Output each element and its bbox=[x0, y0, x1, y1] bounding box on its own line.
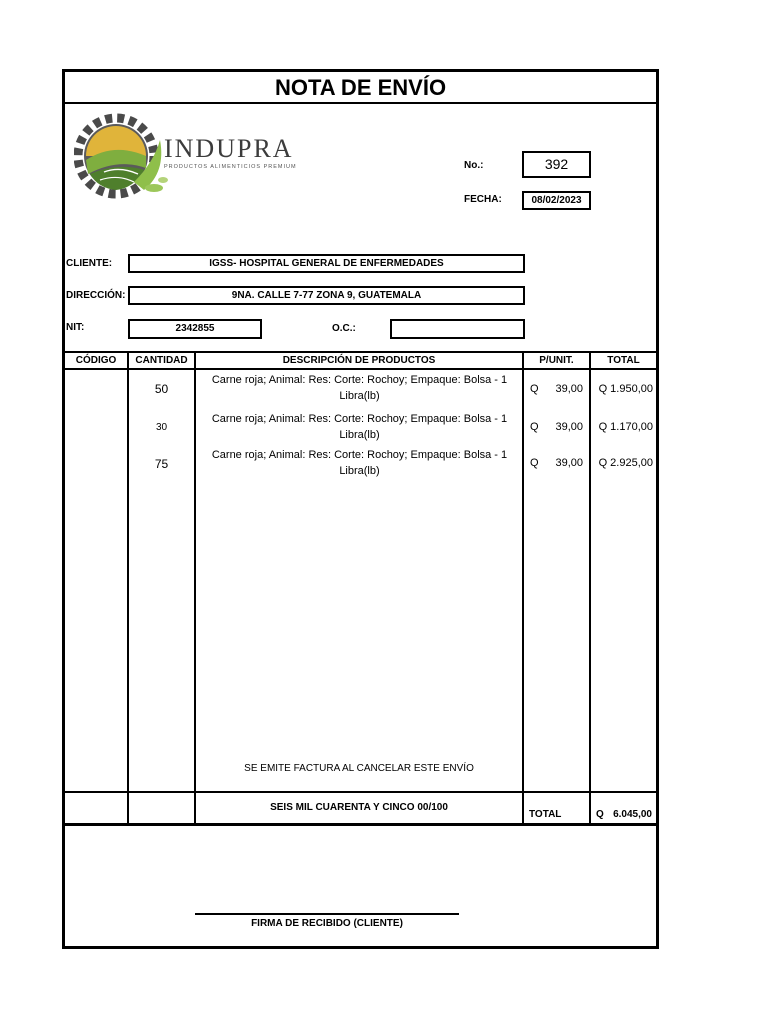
oc-label: O.C.: bbox=[332, 323, 356, 334]
description-line-2: Libra(lb) bbox=[339, 465, 380, 477]
table-row-currency: Q bbox=[530, 383, 539, 395]
frame-left bbox=[62, 69, 65, 949]
fecha-value: 08/02/2023 bbox=[531, 195, 582, 206]
description-line-1: Carne roja; Animal: Res: Corte: Rochoy; Empaque: Bolsa - 1 bbox=[211, 449, 508, 461]
table-row-punit: 39,00 bbox=[555, 421, 583, 433]
nit-box bbox=[128, 319, 262, 339]
company-logo bbox=[74, 112, 314, 202]
total-currency: Q bbox=[596, 809, 604, 820]
description-line-2: Libra(lb) bbox=[339, 390, 380, 402]
company-tagline: PRODUCTOS ALIMENTICIOS PREMIUM bbox=[164, 164, 297, 170]
no-value-box bbox=[522, 151, 591, 178]
table-row-punit: 39,00 bbox=[555, 383, 583, 395]
cliente-label: CLIENTE: bbox=[66, 258, 113, 269]
table-row-currency: Q bbox=[530, 421, 539, 433]
table-header-line bbox=[62, 368, 659, 370]
table-bottom-line bbox=[62, 823, 659, 826]
header-total: TOTAL bbox=[607, 355, 640, 366]
table-row-cantidad: 75 bbox=[154, 457, 169, 471]
header-cantidad: CANTIDAD bbox=[135, 355, 188, 366]
total-value: 6.045,00 bbox=[613, 809, 652, 820]
table-row-description bbox=[197, 447, 522, 479]
description-line-1: Carne roja; Animal: Res: Corte: Rochoy; Empaque: Bolsa - 1 bbox=[211, 413, 508, 425]
gear-leaf-logo-icon bbox=[74, 112, 174, 202]
table-row-currency: Q bbox=[530, 457, 539, 469]
direccion-value: 9NA. CALLE 7-77 ZONA 9, GUATEMALA bbox=[231, 290, 422, 301]
table-row-punit: 39,00 bbox=[555, 457, 583, 469]
direccion-label: DIRECCIÓN: bbox=[66, 290, 126, 301]
total-label: TOTAL bbox=[529, 809, 562, 820]
company-name: INDUPRA bbox=[164, 134, 294, 163]
col-divider-2 bbox=[194, 351, 196, 825]
frame-right bbox=[656, 69, 659, 949]
description-line-1: Carne roja; Animal: Res: Corte: Rochoy; Empaque: Bolsa - 1 bbox=[211, 374, 508, 386]
cliente-value: IGSS- HOSPITAL GENERAL DE ENFERMEDADES bbox=[209, 258, 444, 269]
signature-line bbox=[195, 913, 459, 915]
description-line-2: Libra(lb) bbox=[339, 429, 380, 441]
table-row-total: Q 1.950,00 bbox=[598, 383, 653, 395]
table-row-cantidad: 30 bbox=[155, 422, 168, 433]
table-row-description bbox=[197, 372, 522, 404]
nit-label: NIT: bbox=[66, 322, 85, 333]
col-divider-3 bbox=[522, 351, 524, 825]
no-value: 392 bbox=[544, 156, 569, 172]
table-row-description bbox=[197, 411, 522, 443]
document-title: NOTA DE ENVÍO bbox=[274, 75, 447, 100]
direccion-box bbox=[128, 286, 525, 305]
table-row-total: Q 1.170,00 bbox=[598, 421, 653, 433]
header-descripcion: DESCRIPCIÓN DE PRODUCTOS bbox=[282, 355, 436, 366]
table-row-total: Q 2.925,00 bbox=[598, 457, 653, 469]
cliente-box bbox=[128, 254, 525, 273]
table-row-cantidad: 50 bbox=[154, 382, 169, 396]
header-codigo: CÓDIGO bbox=[75, 355, 117, 366]
oc-box bbox=[390, 319, 525, 339]
fecha-label: FECHA: bbox=[464, 194, 502, 205]
table-totals-top-line bbox=[62, 791, 659, 793]
invoice-note: SE EMITE FACTURA AL CANCELAR ESTE ENVÍO bbox=[244, 763, 474, 774]
nit-value: 2342855 bbox=[175, 323, 215, 334]
no-label: No.: bbox=[464, 160, 484, 171]
fecha-value-box bbox=[522, 191, 591, 210]
frame-bottom bbox=[62, 946, 659, 949]
signature-label: FIRMA DE RECIBIDO (CLIENTE) bbox=[251, 918, 403, 929]
header-punit: P/UNIT. bbox=[539, 355, 574, 366]
amount-in-words: SEIS MIL CUARENTA Y CINCO 00/100 bbox=[270, 802, 448, 813]
